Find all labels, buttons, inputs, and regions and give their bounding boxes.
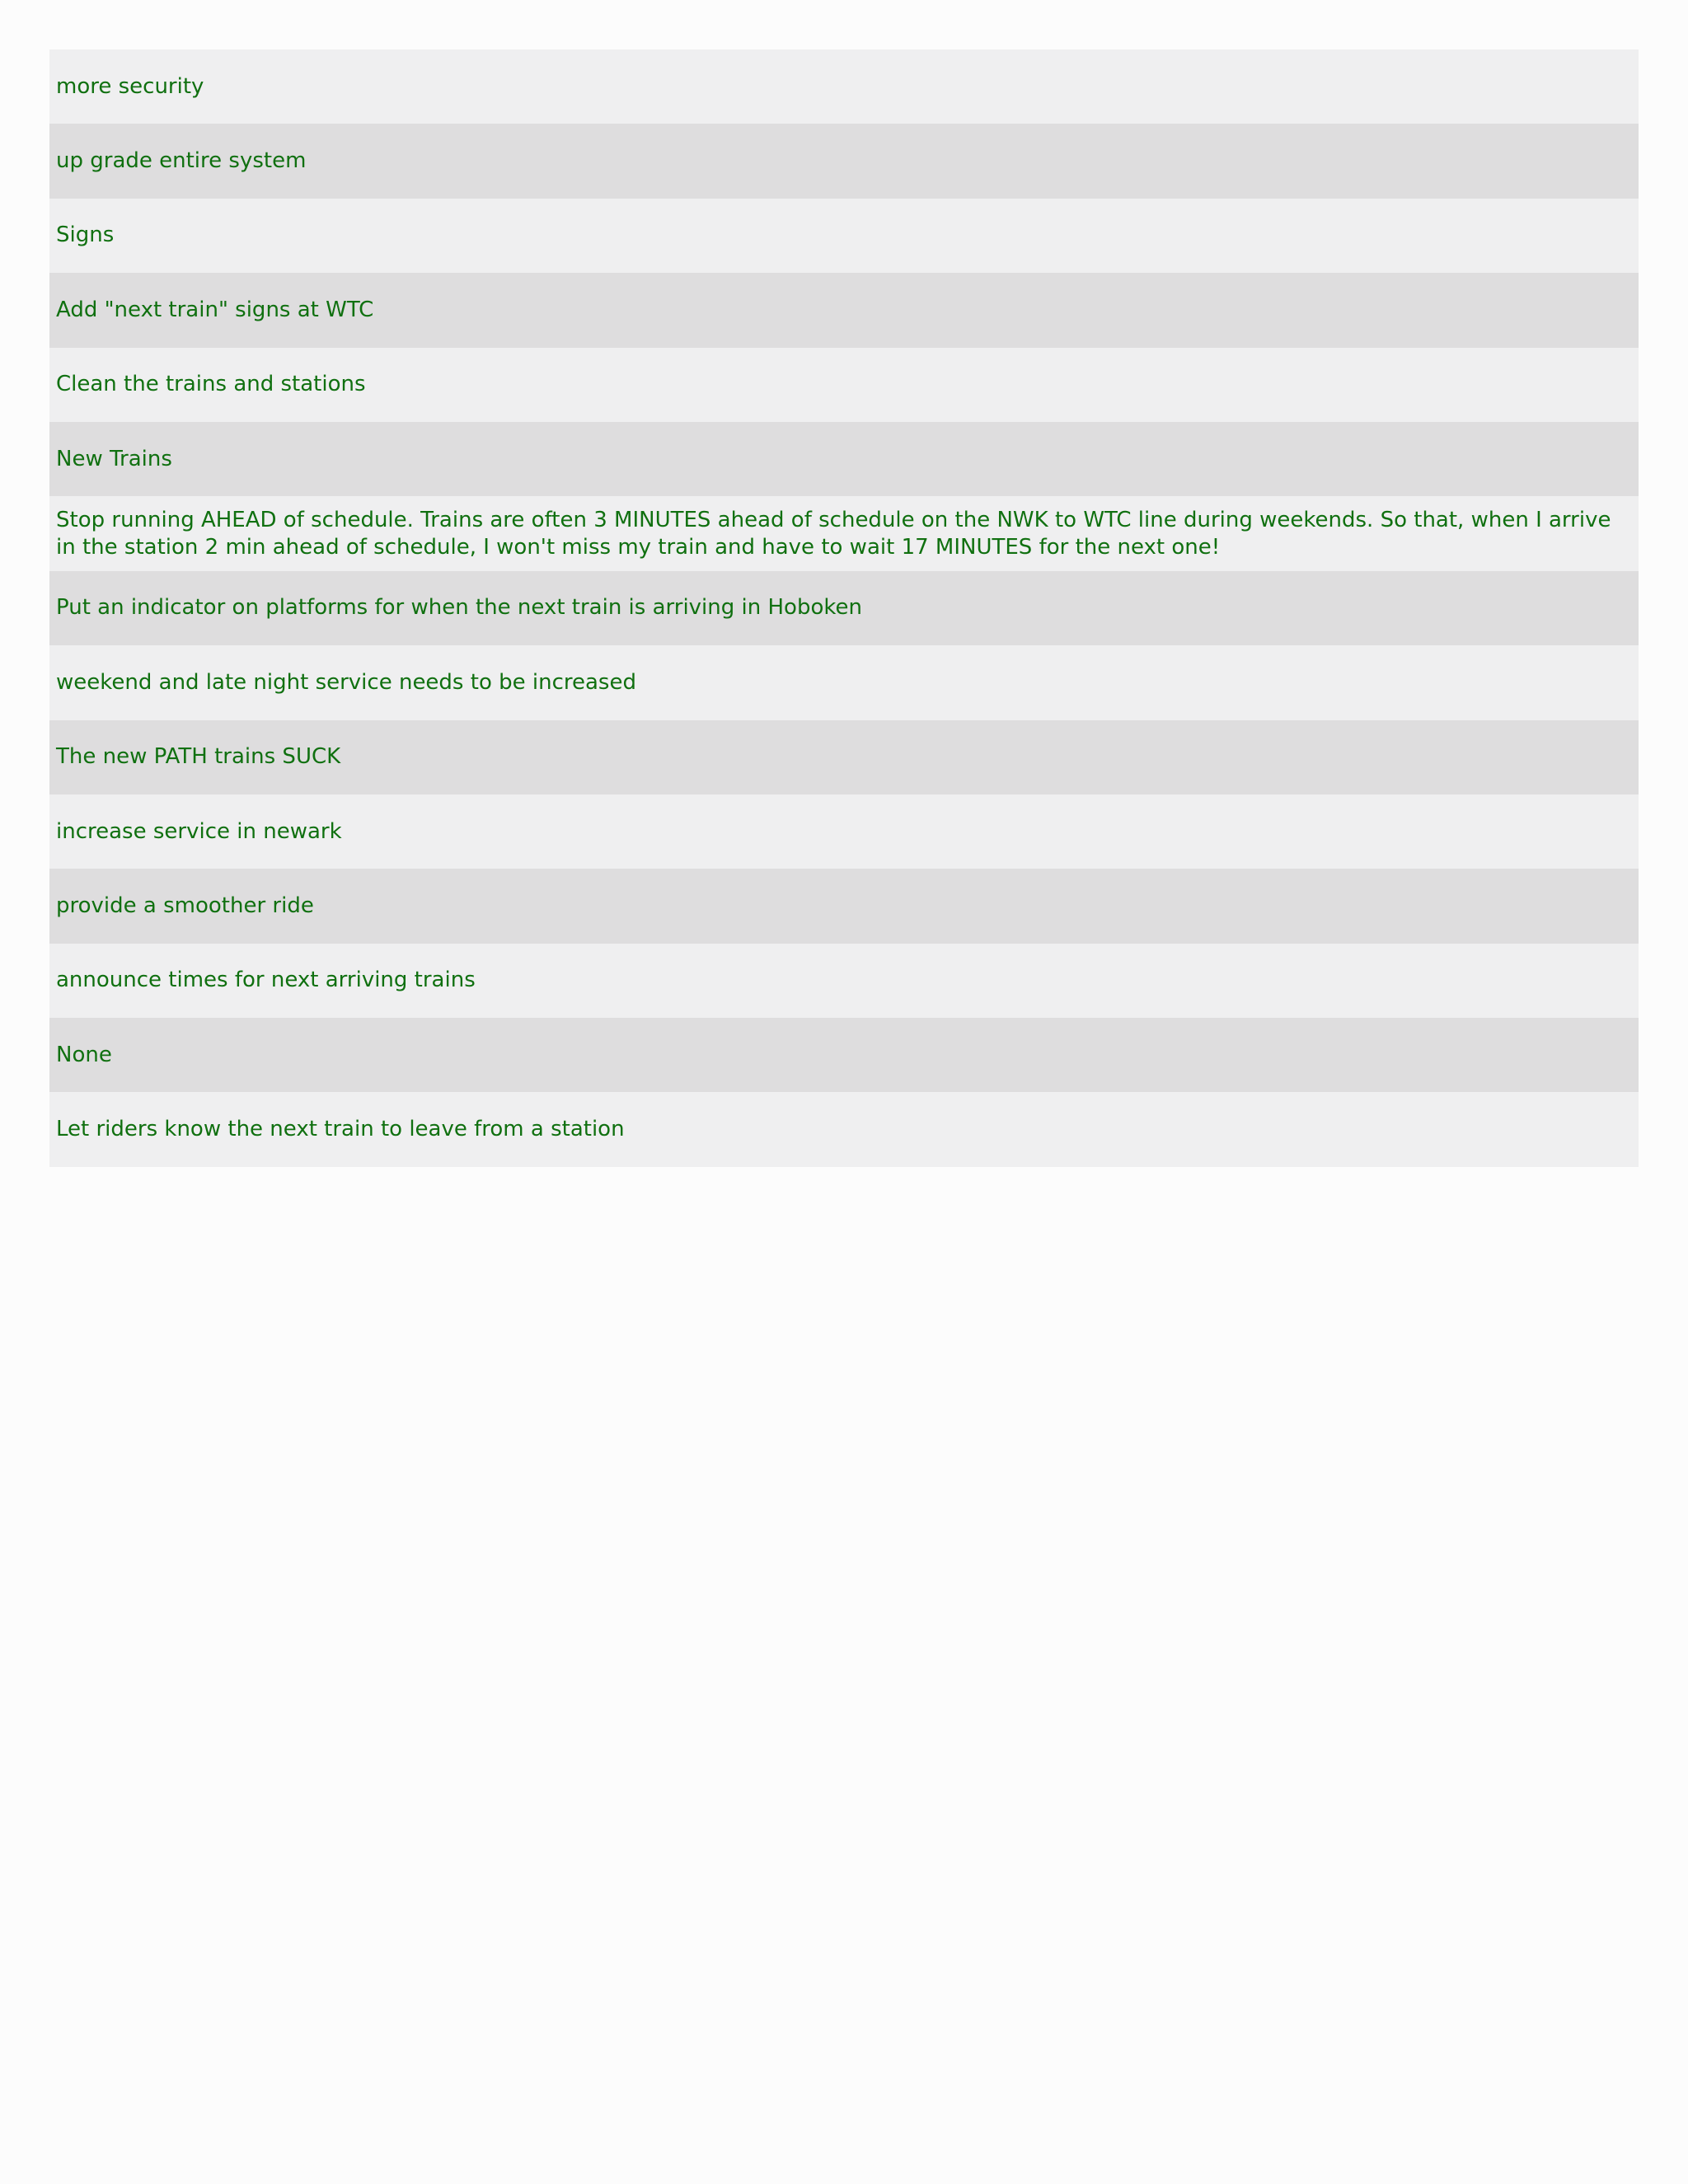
response-text: up grade entire system <box>56 148 307 174</box>
table-row <box>49 571 1639 645</box>
table-row <box>49 422 1639 496</box>
response-text: None <box>56 1042 112 1067</box>
table-row <box>49 944 1639 1018</box>
response-text: provide a smoother ride <box>56 893 314 918</box>
response-text: announce times for next arriving trains <box>56 968 476 993</box>
table-row <box>49 645 1639 719</box>
table-row <box>49 1018 1639 1092</box>
table-row <box>49 273 1639 347</box>
response-text: Signs <box>56 223 115 248</box>
response-text: New Trains <box>56 446 172 471</box>
response-text: The new PATH trains SUCK <box>56 744 341 770</box>
table-row <box>49 348 1639 422</box>
response-text: weekend and late night service needs to be increased <box>56 669 636 695</box>
response-text: Clean the trains and stations <box>56 372 366 397</box>
table-row <box>49 794 1639 869</box>
response-text: more security <box>56 73 204 99</box>
table-row <box>49 124 1639 198</box>
response-text: increase service in newark <box>56 818 342 844</box>
response-text: Add "next train" signs at WTC <box>56 297 374 322</box>
table-row <box>49 49 1639 124</box>
table-row <box>49 1092 1639 1166</box>
response-text: Stop running AHEAD of schedule. Trains are often 3 MINUTES ahead of schedule on the NWK to WTC line during weekends. So that, when I arrive in the station 2 min ahead of schedule, I won't miss my train and have to wait 17 MINUTES for the next one! <box>56 507 1611 560</box>
table-row <box>49 199 1639 273</box>
table-row <box>49 869 1639 943</box>
response-text: Let riders know the next train to leave from a station <box>56 1117 625 1142</box>
response-text: Put an indicator on platforms for when the next train is arriving in Hoboken <box>56 595 862 621</box>
responses-table <box>49 49 1639 1167</box>
table-row <box>49 496 1639 570</box>
table-row <box>49 720 1639 794</box>
